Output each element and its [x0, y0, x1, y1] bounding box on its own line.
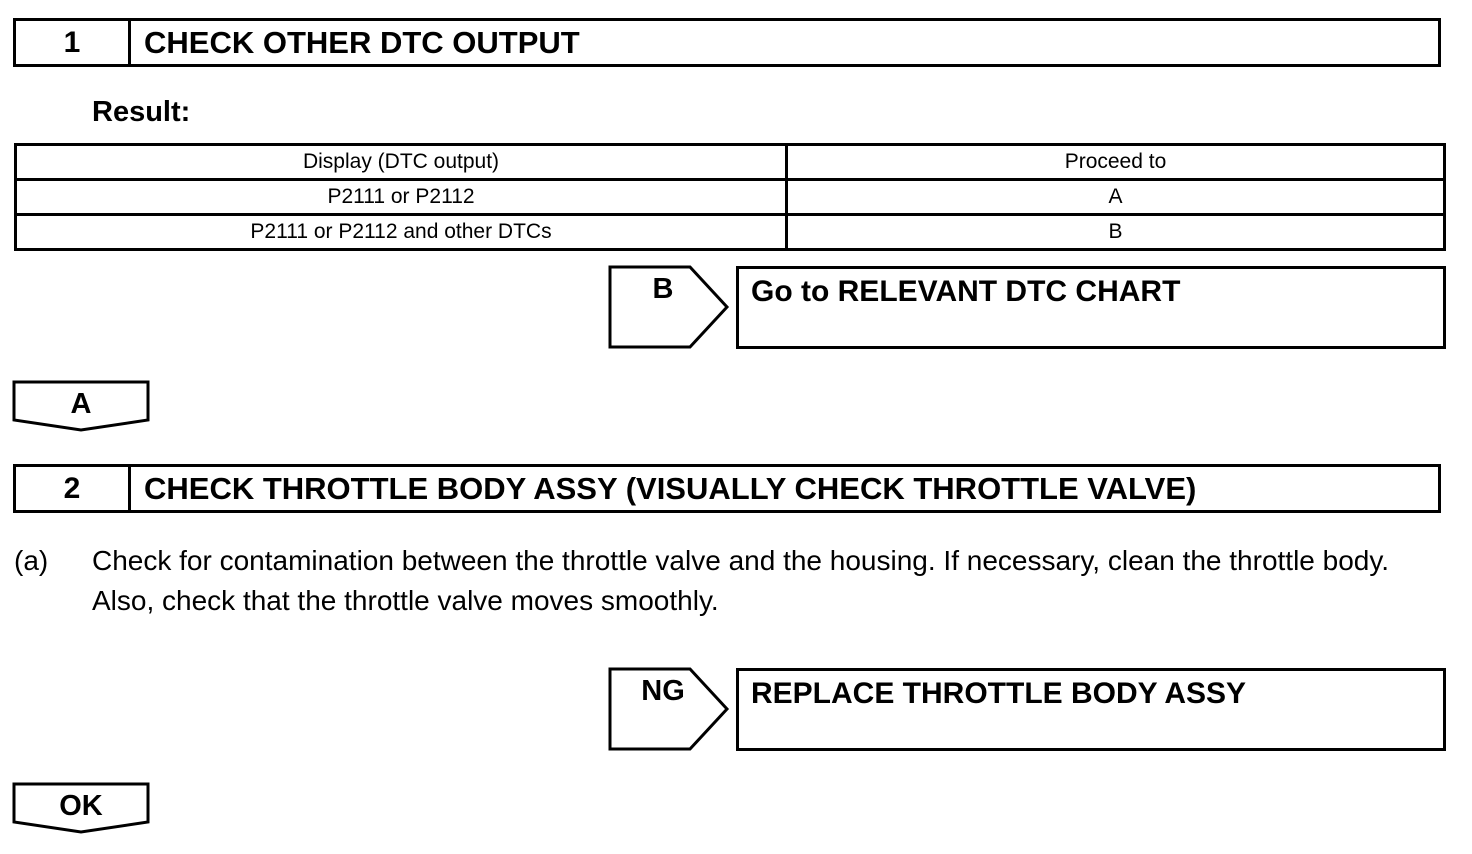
result-label: Result:: [92, 96, 191, 128]
instruction-marker: (a): [14, 545, 49, 576]
continue-a-label: A: [70, 388, 92, 420]
branch-b-tag: [608, 265, 732, 349]
instruction-line-1: Check for contamination between the throttle valve and the housing. If necessary, clean the throttle body.: [92, 545, 1390, 576]
step-1-number: 1: [16, 21, 131, 64]
step-1-header: [13, 18, 1441, 67]
instruction-body: [92, 541, 1446, 621]
instruction-line-2: Also, check that the throttle valve moves smoothly.: [92, 585, 719, 616]
step-2-title: CHECK THROTTLE BODY ASSY (VISUALLY CHECK THROTTLE VALVE): [144, 470, 1197, 506]
continue-a-tag: [12, 380, 150, 432]
table-cell-proceed: A: [787, 180, 1445, 215]
result-table: [14, 143, 1446, 251]
branch-b-label: B: [652, 273, 674, 305]
step-1-title: CHECK OTHER DTC OUTPUT: [144, 24, 580, 60]
table-cell-display: P2111 or P2112 and other DTCs: [16, 215, 787, 250]
table-cell-proceed: B: [787, 215, 1445, 250]
step-2-header: [13, 464, 1441, 513]
continue-ok-tag: [12, 782, 150, 834]
branch-b-action: Go to RELEVANT DTC CHART: [736, 266, 1446, 349]
branch-ng-tag: [608, 667, 732, 751]
branch-ng-action: REPLACE THROTTLE BODY ASSY: [736, 668, 1446, 751]
table-header-row: [16, 145, 1445, 180]
table-header-proceed: Proceed to: [787, 145, 1445, 180]
table-cell-display: P2111 or P2112: [16, 180, 787, 215]
branch-ng-label: NG: [641, 675, 685, 707]
step-2-number: 2: [16, 467, 131, 510]
table-header-display: Display (DTC output): [16, 145, 787, 180]
table-row: [16, 180, 1445, 215]
table-row: [16, 215, 1445, 250]
continue-ok-label: OK: [59, 790, 103, 822]
